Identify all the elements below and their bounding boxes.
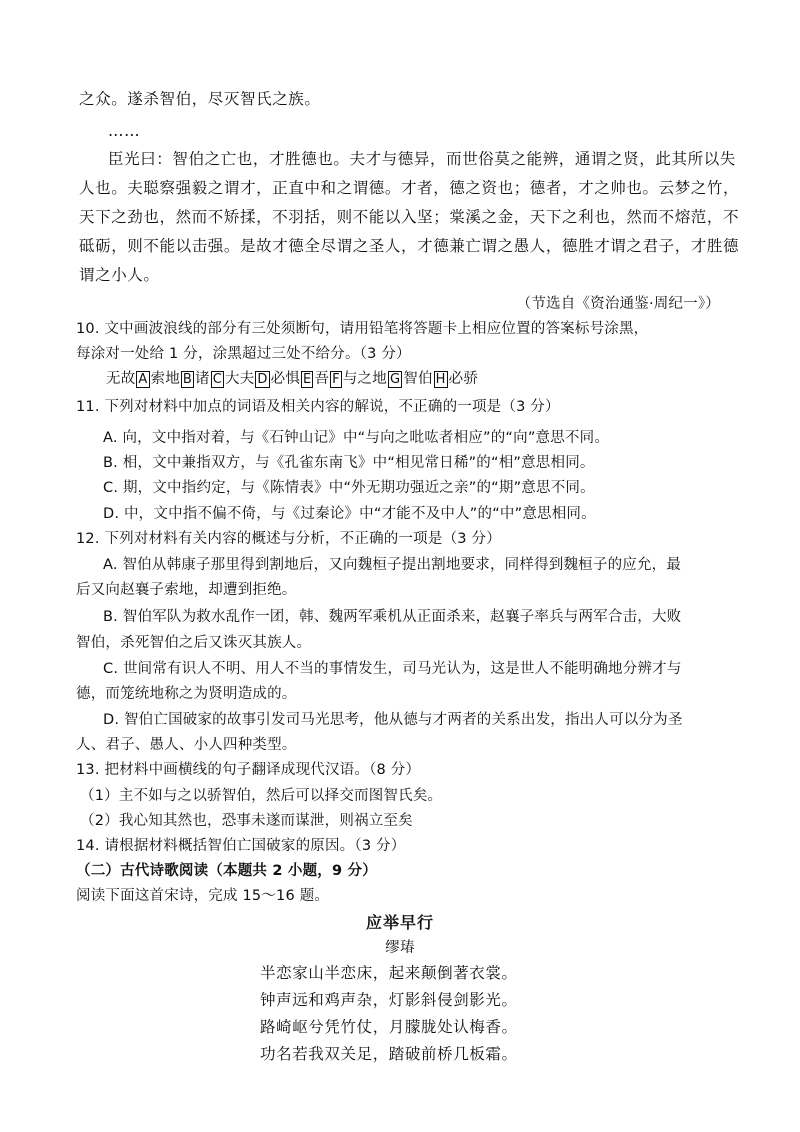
segment-text: 必惧 — [270, 371, 301, 387]
break-mark-e[interactable]: E — [303, 372, 312, 387]
q14-stem: 14. 请根据材料概括智伯亡国破家的原因。（3 分） — [76, 838, 406, 854]
q10-segments — [106, 371, 478, 388]
q12-line: C. 世间常有识人不明、用人不当的事情发生，司马光认为，这是世人不能明确地分辨才与 — [103, 661, 682, 677]
section-intro: 阅读下面这首宋诗，完成 15～16 题。 — [76, 888, 330, 904]
comment-line-2: 人也。夫聪察强毅之谓才，正直中和之谓德。才者，德之资也；德者，才之帅也。云梦之竹， — [79, 179, 740, 197]
segment-text: 与之地 — [342, 371, 387, 387]
poem-author: 缪瑃 — [385, 940, 415, 956]
passage-line: 之众。遂杀智伯，尽灭智氏之族。 — [79, 90, 321, 108]
comment-line-3: 天下之劲也，然而不矫揉，不羽括，则不能以入坚；棠溪之金，天下之利也，然而不熔范，不 — [79, 208, 740, 226]
poem-line-1: 半恋家山半恋床，起来颠倒著衣裳。 — [260, 964, 518, 982]
section-heading: （二）古代诗歌阅读（本题共 2 小题，9 分） — [76, 863, 377, 879]
q12-line: 智伯，杀死智伯之后又诛灭其族人。 — [76, 635, 312, 651]
break-mark-g[interactable]: G — [389, 372, 401, 387]
q10-stem-line2: 每涂对一处给 1 分，涂黑超过三处不给分。（3 分） — [76, 346, 411, 362]
ellipsis: …… — [108, 122, 141, 140]
q10-stem-line1: 10. 文中画波浪线的部分有三处须断句，请用铅笔将答题卡上相应位置的答案标号涂黑， — [76, 321, 649, 337]
q11-option-a: A. 向，文中指对着，与《石钟山记》中“与向之吡吰者相应”的“向”意思不同。 — [103, 430, 610, 446]
q12-line: A. 智伯从韩康子那里得到割地后，又向魏桓子提出割地要求，同样得到魏桓子的应允，最 — [103, 557, 682, 573]
source-citation: （节选自《资治通鉴·周纪一》） — [516, 296, 720, 312]
comment-line-1: 臣光曰：智伯之亡也，才胜德也。夫才与德异，而世俗莫之能辨，通谓之贤，此其所以失 — [108, 150, 736, 168]
segment-text: 索地 — [150, 371, 180, 387]
segment-text: 大夫 — [225, 371, 255, 387]
poem-line-4: 功名若我双关足，踏破前桥几板霜。 — [260, 1045, 518, 1063]
poem-line-2: 钟声远和鸡声杂，灯影斜侵剑影光。 — [260, 991, 518, 1009]
segment-text: 智伯 — [403, 371, 433, 387]
q13-item-1: （1）主不如与之以骄智伯，然后可以择交而图智氏矣。 — [80, 788, 443, 804]
q12-line: D. 智伯亡国破家的故事引发司马光思考，他从德与才两者的关系出发，指出人可以分为圣 — [103, 712, 683, 728]
segment-text: 吾 — [314, 371, 330, 387]
comment-line-5: 谓之小人。 — [79, 266, 160, 284]
segment-text: 诸 — [195, 371, 210, 387]
q11-option-b: B. 相，文中兼指双方，与《孔雀东南飞》中“相见常日稀”的“相”意思相同。 — [103, 455, 595, 471]
break-mark-c[interactable]: C — [212, 372, 223, 387]
poem-line-3: 路崎岖兮凭竹仗，月朦胧处认梅香。 — [260, 1018, 518, 1036]
q12-line: 德，而笼统地称之为贤明造成的。 — [76, 686, 297, 702]
q11-stem: 11. 下列对材料中加点的词语及相关内容的解说，不正确的一项是（3 分） — [76, 399, 560, 415]
poem-title: 应举早行 — [365, 913, 434, 932]
q12-line: 后又向赵襄子索地，却遭到拒绝。 — [76, 582, 297, 598]
break-mark-f[interactable]: F — [332, 372, 340, 387]
q11-option-d: D. 中，文中指不偏不倚，与《过秦论》中“才能不及中人”的“中”意思相同。 — [103, 506, 596, 522]
q12-line: 人、君子、愚人、小人四种类型。 — [76, 737, 297, 753]
break-mark-h[interactable]: H — [435, 372, 446, 387]
break-mark-a[interactable]: A — [138, 372, 148, 387]
comment-line-4: 砥砺，则不能以击强。是故才德全尽谓之圣人，才德兼亡谓之愚人，德胜才谓之君子，才胜德 — [79, 237, 740, 255]
break-mark-b[interactable]: B — [182, 372, 193, 387]
q11-option-c: C. 期，文中指约定，与《陈情表》中“外无期功强近之亲”的“期”意思不同。 — [103, 480, 595, 496]
break-mark-d[interactable]: D — [257, 372, 268, 387]
q12-line: B. 智伯军队为救水乱作一团，韩、魏两军乘机从正面杀来，赵襄子率兵与两军合击，大败 — [103, 609, 682, 625]
q13-stem: 13. 把材料中画横线的句子翻译成现代汉语。（8 分） — [76, 762, 421, 778]
q13-item-2: （2）我心知其然也，恐事未遂而谋泄，则祸立至矣 — [80, 813, 413, 829]
segment-text: 无故 — [106, 371, 136, 387]
segment-text: 必骄 — [448, 371, 479, 387]
q12-stem: 12. 下列对材料有关内容的概述与分析，不正确的一项是（3 分） — [76, 531, 501, 547]
